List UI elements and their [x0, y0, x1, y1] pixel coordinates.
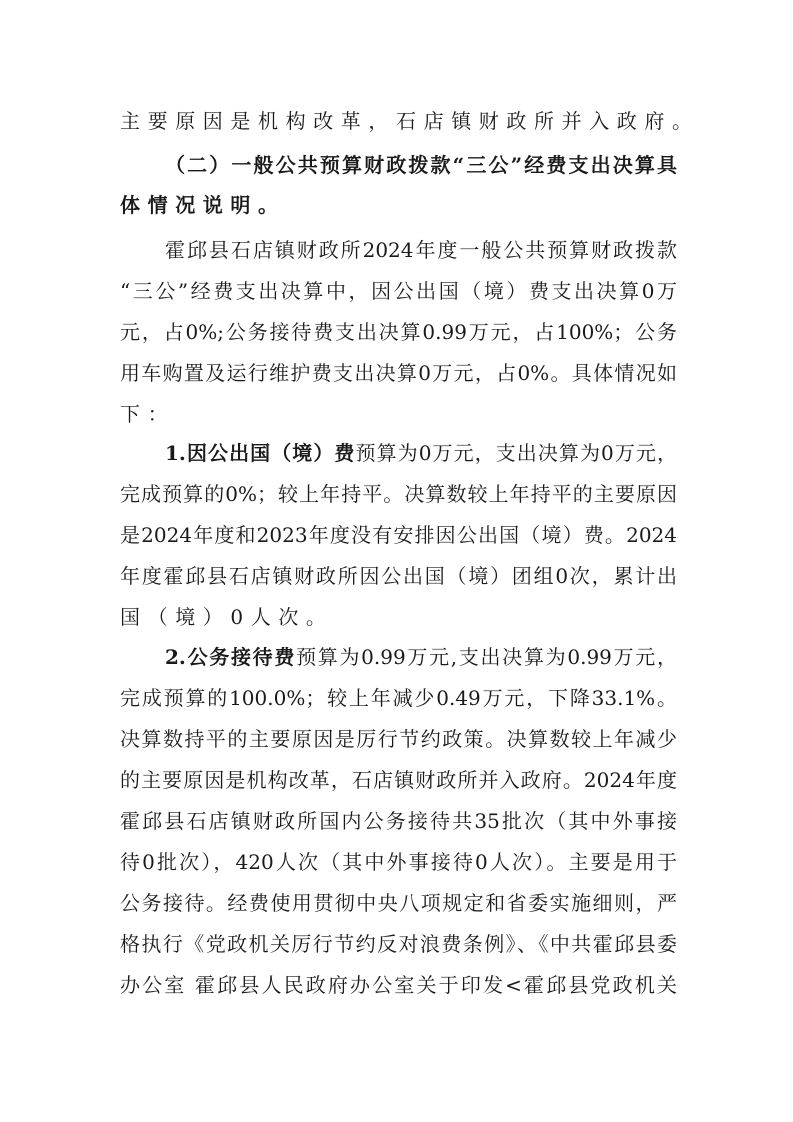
- bold-text: （二）一般公共预算财政拨款“三公”经费支出决算具: [165, 153, 677, 177]
- line-text: 主要原因是机构改革，石店镇财政所并入政府。: [120, 109, 700, 133]
- heading-line: [165, 150, 677, 180]
- heading-line: [120, 190, 677, 220]
- text-line: [120, 847, 677, 877]
- text-line: [120, 765, 677, 795]
- bold-text: 体情况说明。: [120, 193, 286, 217]
- line-text: 决算数持平的主要原因是厉行节约政策。决算数较上年减少: [120, 727, 677, 751]
- line-text: 霍邱县石店镇财政所2024年度一般公共预算财政拨款: [165, 238, 677, 262]
- line-text: 年度霍邱县石店镇财政所因公出国（境）团组0次，累计出: [120, 564, 677, 588]
- line-text: 完成预算的100.0%；较上年减少0.49万元，下降33.1%。: [120, 686, 677, 710]
- line-text: 国（境）0人次。: [120, 605, 334, 629]
- text-line: [120, 520, 677, 550]
- text-line: [120, 970, 677, 1000]
- text-line: [120, 888, 677, 918]
- text-line: [120, 317, 677, 347]
- text-line: [120, 358, 677, 388]
- line-text: 是2024年度和2023年度没有安排因公出国（境）费。2024: [120, 523, 677, 547]
- text-line: [120, 106, 700, 136]
- line-text: 预算为0万元，支出决算为0万元，: [355, 441, 677, 465]
- line-text: 预算为0.99万元,支出决算为0.99万元，: [296, 645, 677, 669]
- text-line: [120, 602, 677, 632]
- text-line: [120, 479, 677, 509]
- text-line: [120, 276, 677, 306]
- bold-text: 2.公务接待费: [165, 645, 297, 669]
- text-line: [165, 235, 677, 265]
- text-line: [120, 561, 677, 591]
- heading-line: [165, 642, 677, 672]
- heading-line: [165, 438, 677, 468]
- line-text: 元，占0%;公务接待费支出决算0.99万元，占100%；公务: [120, 320, 677, 344]
- text-line: [120, 399, 677, 429]
- line-text: 办公室 霍邱县人民政府办公室关于印发<霍邱县党政机关: [120, 973, 677, 997]
- bold-text: 1.因公出国（境）费: [165, 441, 356, 465]
- line-text: 待0批次），420人次（其中外事接待0人次）。主要是用于: [120, 850, 677, 874]
- line-text: 的主要原因是机构改革，石店镇财政所并入政府。2024年度: [120, 768, 677, 792]
- line-text: 公务接待。经费使用贯彻中央八项规定和省委实施细则，严: [120, 891, 677, 915]
- line-text: 用车购置及运行维护费支出决算0万元，占0%。具体情况如: [120, 361, 677, 385]
- text-line: [120, 929, 677, 959]
- line-text: 完成预算的0%；较上年持平。决算数较上年持平的主要原因: [120, 482, 677, 506]
- line-text: 下：: [120, 402, 176, 426]
- line-text: “三公”经费支出决算中，因公出国（境）费支出决算0万: [120, 279, 677, 303]
- text-line: [120, 683, 677, 713]
- text-line: [120, 806, 677, 836]
- line-text: 霍邱县石店镇财政所国内公务接待共35批次（其中外事接: [120, 809, 677, 833]
- text-line: [120, 724, 677, 754]
- line-text: 格执行《党政机关厉行节约反对浪费条例》、《中共霍邱县委: [120, 932, 677, 956]
